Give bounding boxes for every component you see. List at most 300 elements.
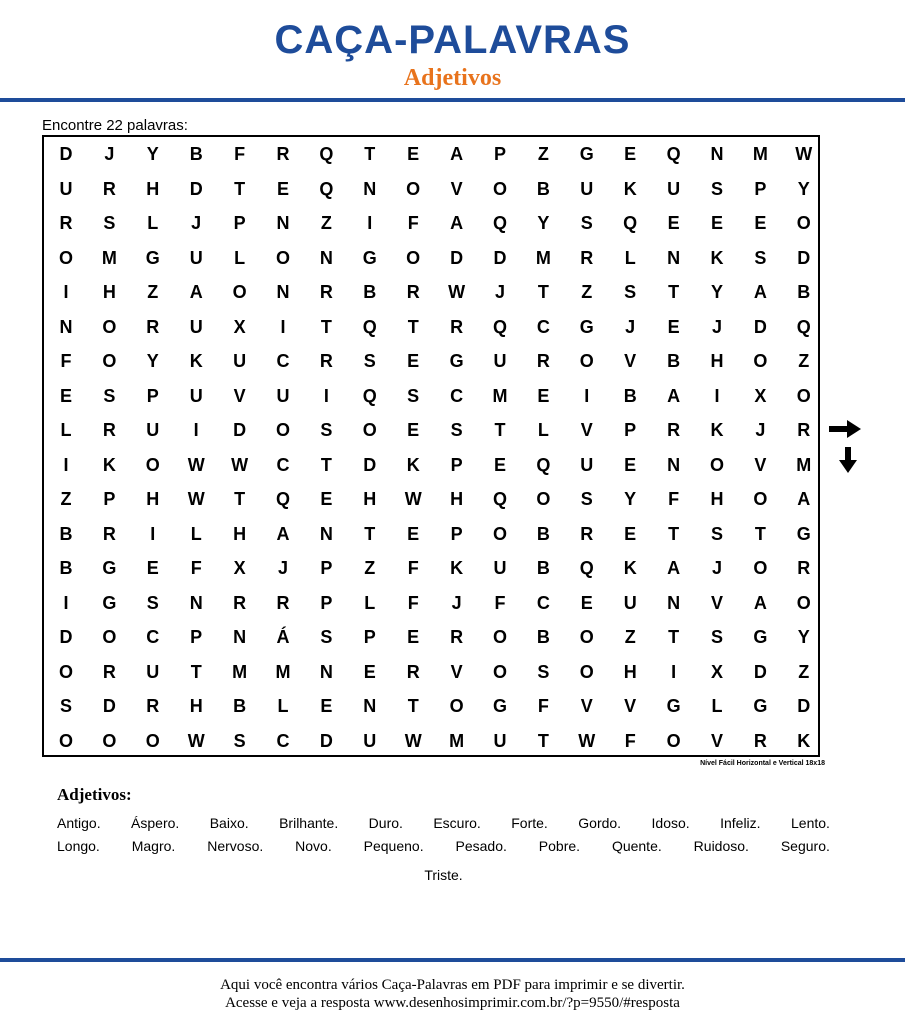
- grid-letter: Z: [798, 351, 810, 371]
- grid-letter: G: [145, 247, 160, 268]
- grid-letter: T: [234, 178, 246, 199]
- grid-letter: L: [60, 420, 72, 440]
- footer-text: Aqui você encontra vários Caça-Palavras em PDF para imprimir e se divertir.: [220, 977, 685, 993]
- grid-letter: U: [363, 730, 377, 751]
- grid-letter: J: [451, 592, 462, 613]
- grid-letter: G: [753, 696, 768, 716]
- word-item: Infeliz.: [720, 815, 761, 831]
- grid-letter: R: [276, 144, 290, 164]
- grid-letter: T: [668, 627, 680, 647]
- grid-letter: X: [754, 385, 767, 406]
- grid-letter: E: [624, 144, 637, 164]
- grid-letter: U: [189, 247, 203, 268]
- grid-letter: B: [536, 523, 550, 544]
- grid-letter: A: [450, 213, 464, 233]
- grid-letter: V: [710, 730, 723, 751]
- grid-letter: O: [753, 351, 768, 371]
- grid-letter: O: [796, 213, 811, 233]
- grid-letter: R: [102, 523, 116, 544]
- grid-letter: D: [450, 247, 464, 268]
- grid-letter: Á: [276, 627, 290, 647]
- grid-letter: L: [234, 247, 246, 268]
- grid-letter: E: [407, 144, 420, 164]
- grid-letter: E: [407, 627, 420, 647]
- footer-link-text: Acesse e veja a resposta www.desenhosimprimir.com.br/?p=9550/#resposta: [225, 995, 680, 1011]
- grid-letter: R: [536, 351, 550, 371]
- grid-letter: O: [102, 351, 117, 371]
- grid-letter: D: [797, 696, 811, 716]
- grid-letter: S: [320, 420, 333, 440]
- grid-letter: E: [363, 661, 376, 682]
- grid-letter: Q: [666, 144, 681, 164]
- grid-letter: Q: [319, 144, 334, 164]
- grid-letter: R: [102, 420, 116, 440]
- grid-letter: U: [493, 558, 507, 578]
- grid-letter: D: [797, 247, 811, 268]
- grid-letter: D: [493, 247, 507, 268]
- grid-letter: E: [59, 385, 72, 406]
- grid-letter: U: [276, 385, 290, 406]
- grid-letter: B: [667, 351, 681, 371]
- grid-letter: A: [667, 558, 681, 578]
- word-item: Áspero.: [131, 815, 180, 831]
- grid-letter: G: [362, 247, 377, 268]
- grid-letter: O: [536, 489, 551, 509]
- grid-letter: Q: [362, 385, 377, 406]
- grid-letter: E: [320, 489, 333, 509]
- grid-letter: F: [407, 213, 419, 233]
- grid-letter: P: [450, 523, 463, 544]
- grid-letter: B: [59, 558, 73, 578]
- grid-letter: N: [667, 592, 681, 613]
- grid-letter: J: [277, 558, 288, 578]
- grid-letter: O: [102, 730, 117, 751]
- grid-letter: S: [146, 592, 159, 613]
- grid-letter: S: [710, 627, 723, 647]
- grid-letter: K: [710, 247, 724, 268]
- grid-letter: O: [492, 523, 507, 544]
- grid-letter: P: [320, 558, 333, 578]
- grid-letter: N: [363, 696, 377, 716]
- grid-letter: D: [363, 454, 377, 475]
- grid-letter: U: [189, 385, 203, 406]
- grid-letter: W: [448, 282, 466, 302]
- grid-letter: Z: [537, 144, 549, 164]
- grid-letter: O: [449, 696, 464, 716]
- grid-letter: T: [190, 661, 202, 682]
- grid-letter: H: [363, 489, 377, 509]
- grid-letter: I: [323, 385, 329, 406]
- grid-letter: S: [103, 213, 116, 233]
- grid-letter: R: [450, 316, 464, 337]
- grid-letter: Q: [319, 178, 334, 199]
- grid-letter: M: [275, 661, 291, 682]
- grid-letter: B: [233, 696, 247, 716]
- grid-letter: Y: [146, 144, 159, 164]
- grid-letter: H: [146, 489, 160, 509]
- grid-letter: C: [276, 454, 290, 475]
- top-divider: [0, 98, 905, 102]
- grid-letter: C: [450, 385, 464, 406]
- grid-letter: Q: [623, 213, 638, 233]
- grid-letter: E: [667, 213, 680, 233]
- grid-letter: B: [536, 627, 550, 647]
- grid-letter: E: [754, 213, 767, 233]
- grid-letter: O: [58, 247, 73, 268]
- grid-letter: W: [404, 730, 422, 751]
- grid-letter: Q: [362, 316, 377, 337]
- grid-letter: O: [406, 247, 421, 268]
- grid-letter: T: [234, 489, 246, 509]
- word-search-grid: [42, 135, 820, 757]
- grid-letter: O: [145, 454, 160, 475]
- grid-letter: R: [667, 420, 681, 440]
- grid-letter: Q: [492, 489, 507, 509]
- grid-letter: I: [671, 661, 677, 682]
- grid-letter: O: [666, 730, 681, 751]
- grid-letter: T: [537, 282, 549, 302]
- grid-letter: Q: [796, 316, 811, 337]
- grid-letter: H: [233, 523, 247, 544]
- grid-letter: D: [59, 144, 73, 164]
- grid-letter: S: [580, 489, 593, 509]
- grid-letter: O: [102, 316, 117, 337]
- grid-letter: J: [625, 316, 636, 337]
- grid-letter: B: [797, 282, 811, 302]
- word-item: Nervoso.: [207, 838, 264, 854]
- grid-letter: J: [494, 282, 505, 302]
- grid-letter: E: [493, 454, 506, 475]
- grid-letter: E: [146, 558, 159, 578]
- grid-letter: N: [59, 316, 73, 337]
- grid-letter: O: [58, 661, 73, 682]
- grid-letter: N: [319, 247, 333, 268]
- word-item: Gordo.: [578, 815, 622, 831]
- grid-letter: H: [450, 489, 464, 509]
- grid-letter: O: [275, 420, 290, 440]
- grid-letter: Z: [798, 661, 810, 682]
- grid-letter: O: [579, 351, 594, 371]
- grid-letter: V: [580, 696, 593, 716]
- grid-letter: P: [363, 627, 376, 647]
- grid-letter: V: [450, 661, 463, 682]
- grid-letter: Z: [320, 213, 332, 233]
- grid-letter: F: [494, 592, 506, 613]
- grid-letter: N: [319, 661, 333, 682]
- word-list-heading: Adjetivos:: [57, 785, 132, 804]
- grid-letter: W: [578, 730, 596, 751]
- grid-letter: Q: [579, 558, 594, 578]
- word-item: Brilhante.: [279, 815, 339, 831]
- grid-letter: H: [710, 351, 724, 371]
- grid-letter: I: [193, 420, 199, 440]
- word-item: Seguro.: [780, 838, 830, 854]
- grid-letter: W: [404, 489, 422, 509]
- grid-letter: W: [187, 730, 205, 751]
- grid-letter: Y: [537, 213, 550, 233]
- grid-letter: I: [150, 523, 156, 544]
- grid-letter: F: [407, 558, 419, 578]
- grid-letter: K: [102, 454, 116, 475]
- grid-letter: U: [493, 730, 507, 751]
- grid-letter: D: [319, 730, 333, 751]
- grid-letter: U: [146, 661, 160, 682]
- grid-letter: A: [753, 592, 767, 613]
- grid-letter: O: [753, 558, 768, 578]
- word-item: Duro.: [368, 815, 403, 831]
- grid-letter: S: [320, 627, 333, 647]
- word-item: Forte.: [511, 815, 548, 831]
- bottom-divider: [0, 958, 905, 962]
- grid-letter: B: [623, 385, 637, 406]
- grid-letter: E: [624, 454, 637, 475]
- grid-letter: V: [710, 592, 723, 613]
- grid-letter: R: [797, 558, 811, 578]
- grid-letter: B: [189, 144, 203, 164]
- grid-letter: P: [754, 178, 767, 199]
- grid-letter: V: [580, 420, 593, 440]
- grid-letter: U: [580, 454, 594, 475]
- grid-letter: G: [579, 144, 594, 164]
- grid-letter: S: [624, 282, 637, 302]
- grid-letter: T: [537, 730, 549, 751]
- grid-letter: N: [319, 523, 333, 544]
- grid-letter: N: [363, 178, 377, 199]
- grid-letter: Z: [581, 282, 593, 302]
- grid-letter: I: [63, 592, 69, 613]
- grid-letter: N: [189, 592, 203, 613]
- grid-letter: G: [796, 523, 811, 544]
- grid-letter: C: [146, 627, 160, 647]
- grid-letter: Y: [624, 489, 637, 509]
- grid-letter: O: [102, 627, 117, 647]
- grid-letter: S: [537, 661, 550, 682]
- word-item: Pesado.: [455, 838, 507, 854]
- grid-letter: Y: [146, 351, 159, 371]
- grid-letter: L: [147, 213, 159, 233]
- grid-letter: A: [753, 282, 767, 302]
- grid-letter: O: [796, 592, 811, 613]
- grid-letter: K: [406, 454, 420, 475]
- grid-letter: R: [102, 661, 116, 682]
- grid-letter: E: [407, 351, 420, 371]
- grid-letter: R: [276, 592, 290, 613]
- grid-letter: N: [276, 282, 290, 302]
- grid-letter: U: [146, 420, 160, 440]
- grid-letter: Q: [492, 213, 507, 233]
- grid-letter: F: [60, 351, 72, 371]
- grid-letter: M: [492, 385, 508, 406]
- grid-letter: K: [623, 178, 637, 199]
- grid-letter: R: [233, 592, 247, 613]
- grid-letter: F: [537, 696, 549, 716]
- grid-letter: P: [624, 420, 637, 440]
- grid-letter: W: [795, 144, 813, 164]
- grid-letter: F: [234, 144, 246, 164]
- word-item: Baixo.: [209, 815, 249, 831]
- grid-letter: A: [797, 489, 811, 509]
- grid-letter: W: [187, 454, 205, 475]
- grid-letter: U: [493, 351, 507, 371]
- grid-letter: N: [276, 213, 290, 233]
- arrow-down-icon: [838, 447, 858, 473]
- grid-letter: R: [797, 420, 811, 440]
- grid-letter: X: [233, 558, 246, 578]
- grid-letter: D: [753, 316, 767, 337]
- grid-letter: O: [579, 627, 594, 647]
- grid-letter: S: [233, 730, 246, 751]
- grid-letter: J: [755, 420, 766, 440]
- grid-letter: D: [753, 661, 767, 682]
- level-label: Nível Fácil Horizontal e Vertical 18x18: [700, 760, 825, 767]
- word-item: Pobre.: [538, 838, 581, 854]
- grid-letter: E: [407, 523, 420, 544]
- grid-letter: G: [449, 351, 464, 371]
- grid-letter: Q: [275, 489, 290, 509]
- grid-letter: P: [450, 454, 463, 475]
- grid-letter: M: [535, 247, 551, 268]
- grid-letter: J: [191, 213, 202, 233]
- grid-letter: T: [407, 316, 419, 337]
- grid-letter: F: [407, 592, 419, 613]
- grid-letter: E: [624, 523, 637, 544]
- grid-letter: Z: [147, 282, 159, 302]
- grid-letter: O: [796, 385, 811, 406]
- grid-letter: D: [102, 696, 116, 716]
- grid-letter: O: [492, 178, 507, 199]
- grid-letter: N: [667, 247, 681, 268]
- grid-letter: W: [187, 489, 205, 509]
- grid-letter: U: [233, 351, 247, 371]
- grid-letter: V: [754, 454, 767, 475]
- grid-letter: E: [320, 696, 333, 716]
- grid-letter: U: [623, 592, 637, 613]
- grid-letter: C: [536, 316, 550, 337]
- grid-letter: R: [406, 661, 420, 682]
- grid-letter: O: [145, 730, 160, 751]
- grid-letter: U: [667, 178, 681, 199]
- word-item: Magro.: [131, 838, 176, 854]
- grid-letter: E: [580, 592, 593, 613]
- grid-letter: T: [754, 523, 766, 544]
- grid-letter: O: [406, 178, 421, 199]
- grid-letter: D: [233, 420, 247, 440]
- grid-letter: S: [580, 213, 593, 233]
- grid-letter: M: [752, 144, 768, 164]
- grid-letter: K: [710, 420, 724, 440]
- grid-letter: R: [406, 282, 420, 302]
- page-subtitle: Adjetivos: [403, 65, 502, 91]
- grid-letter: V: [233, 385, 246, 406]
- word-item: Antigo.: [57, 815, 101, 831]
- grid-letter: L: [624, 247, 636, 268]
- grid-letter: R: [146, 316, 160, 337]
- grid-letter: H: [146, 178, 160, 199]
- grid-letter: B: [536, 558, 550, 578]
- grid-letter: H: [102, 282, 116, 302]
- grid-letter: H: [189, 696, 203, 716]
- grid-letter: Z: [624, 627, 636, 647]
- grid-letter: P: [320, 592, 333, 613]
- grid-letter: O: [709, 454, 724, 475]
- grid-letter: P: [146, 385, 159, 406]
- grid-letter: L: [190, 523, 202, 544]
- grid-letter: O: [579, 661, 594, 682]
- grid-letter: T: [668, 523, 680, 544]
- grid-letter: P: [233, 213, 246, 233]
- grid-letter: E: [710, 213, 723, 233]
- grid-letter: B: [59, 523, 73, 544]
- grid-letter: E: [667, 316, 680, 337]
- grid-letter: H: [623, 661, 637, 682]
- grid-letter: N: [667, 454, 681, 475]
- grid-letter: K: [189, 351, 203, 371]
- grid-letter: T: [320, 316, 332, 337]
- grid-letter: S: [103, 385, 116, 406]
- grid-letter: J: [711, 316, 722, 337]
- grid-letter: J: [711, 558, 722, 578]
- grid-letter: T: [668, 282, 680, 302]
- grid-letter: G: [102, 592, 117, 613]
- word-item: Novo.: [295, 838, 332, 854]
- grid-letter: K: [450, 558, 464, 578]
- grid-letter: Q: [492, 316, 507, 337]
- grid-letter: L: [711, 696, 723, 716]
- grid-letter: G: [753, 627, 768, 647]
- word-item: Triste.: [424, 867, 463, 883]
- grid-letter: U: [59, 178, 73, 199]
- grid-letter: V: [624, 696, 637, 716]
- grid-letter: I: [714, 385, 720, 406]
- word-item: Ruidoso.: [693, 838, 749, 854]
- grid-letter: N: [710, 144, 724, 164]
- grid-letter: G: [492, 696, 507, 716]
- grid-letter: L: [537, 420, 549, 440]
- grid-letter: I: [280, 316, 286, 337]
- grid-letter: M: [232, 661, 248, 682]
- grid-letter: R: [59, 213, 73, 233]
- grid-letter: T: [320, 454, 332, 475]
- grid-letter: O: [275, 247, 290, 268]
- grid-letter: R: [319, 282, 333, 302]
- word-item: Longo.: [57, 838, 100, 854]
- grid-letter: K: [623, 558, 637, 578]
- grid-letter: O: [58, 730, 73, 751]
- grid-letter: W: [231, 454, 249, 475]
- grid-letter: J: [104, 144, 115, 164]
- grid-letter: I: [63, 282, 69, 302]
- grid-letter: V: [450, 178, 463, 199]
- word-item: Idoso.: [651, 815, 690, 831]
- grid-letter: N: [233, 627, 247, 647]
- grid-letter: S: [59, 696, 72, 716]
- word-list-row-3: [57, 866, 830, 884]
- grid-letter: L: [277, 696, 289, 716]
- grid-letter: T: [407, 696, 419, 716]
- grid-letter: F: [624, 730, 636, 751]
- grid-letter: O: [753, 489, 768, 509]
- word-item: Quente.: [611, 838, 662, 854]
- grid-letter: O: [492, 661, 507, 682]
- grid-letter: A: [450, 144, 464, 164]
- grid-letter: B: [363, 282, 377, 302]
- grid-letter: C: [276, 730, 290, 751]
- grid-letter: Q: [536, 454, 551, 475]
- word-item: Lento.: [791, 815, 830, 831]
- grid-letter: C: [276, 351, 290, 371]
- grid-letter: Y: [797, 627, 810, 647]
- grid-letter: R: [450, 627, 464, 647]
